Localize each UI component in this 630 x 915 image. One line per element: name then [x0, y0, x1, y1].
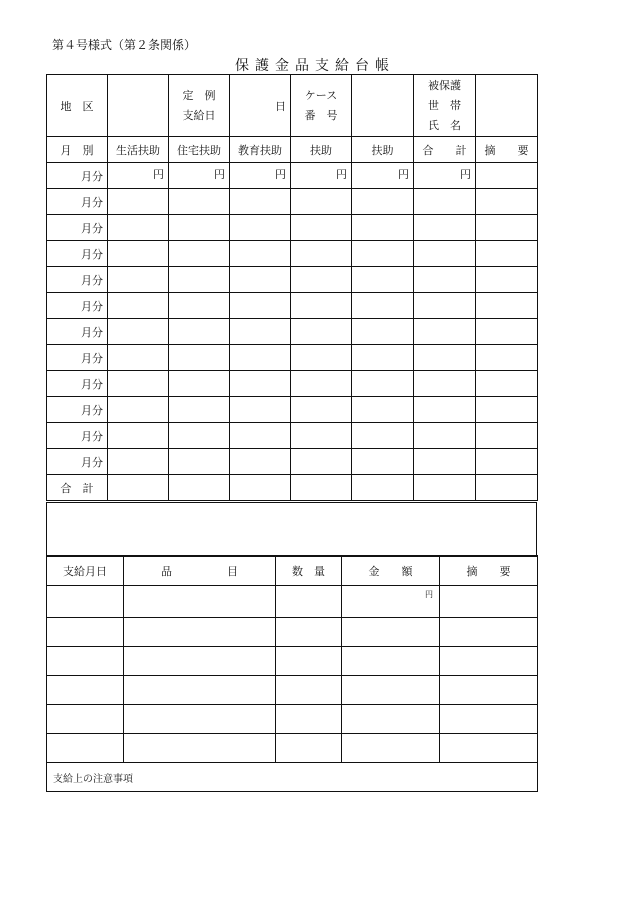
amount-cell[interactable]	[291, 397, 352, 423]
item-cell[interactable]	[124, 618, 276, 647]
month-row	[47, 293, 538, 319]
amount-cell[interactable]	[291, 423, 352, 449]
amount-cell[interactable]	[230, 449, 291, 475]
month-label[interactable]: 月分	[47, 163, 108, 189]
total-cell[interactable]	[352, 475, 414, 501]
amount-cell[interactable]	[230, 267, 291, 293]
total-label: 合 計	[47, 475, 108, 501]
amount-cell[interactable]	[108, 345, 169, 371]
area-label: 地 区	[47, 75, 108, 137]
month-label[interactable]: 月分	[47, 371, 108, 397]
remarks-cell[interactable]	[476, 397, 538, 423]
month-row	[47, 397, 538, 423]
total-cell[interactable]	[169, 475, 230, 501]
item-cell[interactable]	[124, 734, 276, 763]
item-cell[interactable]	[440, 734, 538, 763]
fixed-payday-label	[169, 75, 230, 137]
yen-unit: 円	[153, 168, 164, 181]
amount-cell[interactable]	[169, 241, 230, 267]
remarks-cell[interactable]	[476, 293, 538, 319]
total-cell[interactable]	[108, 475, 169, 501]
total-cell[interactable]	[291, 475, 352, 501]
amount-cell[interactable]	[291, 189, 352, 215]
item-row	[47, 586, 538, 618]
amount-cell[interactable]	[230, 345, 291, 371]
item-cell[interactable]	[440, 618, 538, 647]
amount-cell[interactable]	[414, 397, 476, 423]
amount-cell[interactable]	[414, 371, 476, 397]
amount-cell[interactable]	[169, 397, 230, 423]
item-row	[47, 705, 538, 734]
item-row	[47, 647, 538, 676]
item-cell[interactable]	[342, 647, 440, 676]
amount-cell[interactable]	[108, 241, 169, 267]
case-number-label	[291, 75, 352, 137]
column-header-row	[47, 137, 538, 163]
item-cell[interactable]	[276, 676, 342, 705]
items-column-header-0: 支給月日	[47, 556, 124, 586]
month-row	[47, 241, 538, 267]
item-amount-cell[interactable]	[342, 586, 440, 618]
remarks-cell[interactable]	[476, 215, 538, 241]
remarks-cell[interactable]	[476, 163, 538, 189]
month-row	[47, 163, 538, 189]
household-line2: 世 帯	[428, 98, 461, 112]
amount-cell[interactable]	[352, 293, 414, 319]
column-header-5: 扶助	[352, 137, 414, 163]
amount-cell[interactable]	[414, 267, 476, 293]
item-cell[interactable]	[342, 676, 440, 705]
amount-cell[interactable]	[108, 371, 169, 397]
amount-cell[interactable]	[169, 345, 230, 371]
amount-cell[interactable]	[414, 215, 476, 241]
amount-cell[interactable]	[352, 267, 414, 293]
case-number-field[interactable]	[352, 75, 414, 137]
amount-cell[interactable]	[169, 215, 230, 241]
amount-cell[interactable]	[230, 293, 291, 319]
amount-cell[interactable]	[291, 449, 352, 475]
monthly-ledger-table	[46, 74, 538, 501]
amount-cell[interactable]	[352, 215, 414, 241]
item-cell[interactable]	[276, 647, 342, 676]
remarks-cell[interactable]	[476, 241, 538, 267]
month-label[interactable]: 月分	[47, 241, 108, 267]
item-cell[interactable]	[342, 734, 440, 763]
amount-cell[interactable]	[291, 267, 352, 293]
amount-cell[interactable]	[352, 371, 414, 397]
amount-cell[interactable]	[169, 189, 230, 215]
item-cell[interactable]	[342, 618, 440, 647]
amount-cell[interactable]	[414, 319, 476, 345]
amount-cell[interactable]	[414, 241, 476, 267]
month-row	[47, 423, 538, 449]
yen-unit: 円	[398, 168, 409, 181]
column-header-1: 生活扶助	[108, 137, 169, 163]
column-header-7: 摘 要	[476, 137, 538, 163]
case-line1: ケース	[304, 88, 338, 102]
amount-cell[interactable]	[230, 215, 291, 241]
document-title: 保護金品支給台帳	[235, 58, 395, 74]
amount-cell[interactable]	[108, 319, 169, 345]
payment-notes-label[interactable]: 支給上の注意事項	[47, 763, 538, 792]
item-cell[interactable]	[47, 705, 124, 734]
item-cell[interactable]	[124, 676, 276, 705]
total-cell[interactable]	[230, 475, 291, 501]
month-row	[47, 345, 538, 371]
remarks-cell[interactable]	[476, 189, 538, 215]
remarks-cell[interactable]	[476, 345, 538, 371]
amount-cell[interactable]	[169, 319, 230, 345]
item-row	[47, 676, 538, 705]
item-cell[interactable]	[47, 676, 124, 705]
month-label[interactable]: 月分	[47, 189, 108, 215]
amount-cell[interactable]	[352, 449, 414, 475]
amount-cell[interactable]	[169, 423, 230, 449]
amount-cell[interactable]	[414, 345, 476, 371]
month-label[interactable]: 月分	[47, 215, 108, 241]
column-header-4: 扶助	[291, 137, 352, 163]
item-cell[interactable]	[276, 618, 342, 647]
amount-cell[interactable]	[108, 397, 169, 423]
items-table	[46, 555, 538, 792]
amount-cell[interactable]	[291, 319, 352, 345]
yen-unit: 円	[336, 168, 347, 181]
remarks-cell[interactable]	[476, 371, 538, 397]
amount-cell[interactable]	[352, 241, 414, 267]
remarks-field[interactable]	[47, 503, 537, 557]
amount-cell[interactable]	[108, 449, 169, 475]
note-row	[47, 763, 538, 792]
amount-cell[interactable]	[108, 215, 169, 241]
item-cell[interactable]	[440, 586, 538, 618]
amount-cell[interactable]	[414, 189, 476, 215]
amount-cell[interactable]	[291, 163, 352, 189]
amount-cell[interactable]	[108, 293, 169, 319]
item-cell[interactable]	[124, 586, 276, 618]
item-cell[interactable]	[440, 676, 538, 705]
amount-cell[interactable]	[291, 241, 352, 267]
amount-cell[interactable]	[108, 423, 169, 449]
item-cell[interactable]	[47, 734, 124, 763]
amount-cell[interactable]	[352, 319, 414, 345]
amount-cell[interactable]	[352, 163, 414, 189]
day-unit: 日	[275, 99, 286, 113]
amount-cell[interactable]	[291, 345, 352, 371]
total-row	[47, 475, 538, 501]
area-field[interactable]	[108, 75, 169, 137]
column-header-6: 合 計	[414, 137, 476, 163]
amount-cell[interactable]	[230, 189, 291, 215]
amount-cell[interactable]	[352, 397, 414, 423]
amount-cell[interactable]	[169, 449, 230, 475]
yen-unit: 円	[460, 168, 471, 181]
amount-cell[interactable]	[108, 267, 169, 293]
amount-cell[interactable]	[414, 423, 476, 449]
column-header-0: 月 別	[47, 137, 108, 163]
item-row	[47, 618, 538, 647]
amount-cell[interactable]	[291, 215, 352, 241]
yen-unit: 円	[214, 168, 225, 181]
amount-cell[interactable]	[291, 371, 352, 397]
amount-cell[interactable]	[414, 449, 476, 475]
remarks-cell[interactable]	[476, 423, 538, 449]
amount-cell[interactable]	[352, 345, 414, 371]
month-label[interactable]: 月分	[47, 267, 108, 293]
amount-cell[interactable]	[108, 163, 169, 189]
item-cell[interactable]	[440, 647, 538, 676]
household-name-field[interactable]	[476, 75, 538, 137]
amount-cell[interactable]	[291, 293, 352, 319]
remarks-area	[46, 502, 537, 557]
items-column-header-1: 品 目	[124, 556, 276, 586]
remarks-cell[interactable]	[476, 449, 538, 475]
remarks-cell[interactable]	[476, 267, 538, 293]
month-row	[47, 189, 538, 215]
item-cell[interactable]	[440, 705, 538, 734]
month-row	[47, 449, 538, 475]
items-rows	[47, 586, 538, 763]
item-cell[interactable]	[276, 705, 342, 734]
amount-cell[interactable]	[414, 293, 476, 319]
column-header-3: 教育扶助	[230, 137, 291, 163]
header-row	[47, 75, 538, 137]
fixed-payday-line1: 定 例	[182, 88, 216, 102]
household-line3: 氏 名	[428, 118, 461, 132]
total-cell[interactable]	[476, 475, 538, 501]
amount-cell[interactable]	[169, 267, 230, 293]
month-label[interactable]: 月分	[47, 293, 108, 319]
amount-cell[interactable]	[169, 163, 230, 189]
month-label[interactable]: 月分	[47, 397, 108, 423]
month-rows	[47, 163, 538, 475]
item-cell[interactable]	[124, 705, 276, 734]
month-row	[47, 371, 538, 397]
items-column-header-3: 金 額	[342, 556, 440, 586]
amount-cell[interactable]	[352, 189, 414, 215]
yen-unit: 円	[425, 590, 433, 599]
month-row	[47, 319, 538, 345]
amount-cell[interactable]	[230, 319, 291, 345]
item-cell[interactable]	[276, 734, 342, 763]
case-line2: 番 号	[304, 108, 338, 122]
item-cell[interactable]	[47, 618, 124, 647]
amount-cell[interactable]	[230, 241, 291, 267]
amount-cell[interactable]	[230, 423, 291, 449]
item-cell[interactable]	[124, 647, 276, 676]
amount-cell[interactable]	[169, 371, 230, 397]
item-cell[interactable]	[276, 586, 342, 618]
remarks-cell[interactable]	[476, 319, 538, 345]
amount-cell[interactable]	[352, 423, 414, 449]
amount-cell[interactable]	[230, 163, 291, 189]
month-row	[47, 215, 538, 241]
month-label[interactable]: 月分	[47, 319, 108, 345]
fixed-payday-line2: 支給日	[182, 108, 216, 122]
item-cell[interactable]	[47, 586, 124, 618]
item-cell[interactable]	[342, 705, 440, 734]
amount-cell[interactable]	[414, 163, 476, 189]
amount-cell[interactable]	[230, 371, 291, 397]
month-row	[47, 267, 538, 293]
household-line1: 被保護	[428, 78, 461, 92]
column-header-2: 住宅扶助	[169, 137, 230, 163]
items-column-header-4: 摘 要	[440, 556, 538, 586]
amount-cell[interactable]	[169, 293, 230, 319]
items-header-row	[47, 556, 538, 586]
items-column-header-2: 数 量	[276, 556, 342, 586]
amount-cell[interactable]	[108, 189, 169, 215]
item-row	[47, 734, 538, 763]
yen-unit: 円	[275, 168, 286, 181]
month-label[interactable]: 月分	[47, 449, 108, 475]
month-label[interactable]: 月分	[47, 423, 108, 449]
item-cell[interactable]	[47, 647, 124, 676]
month-label[interactable]: 月分	[47, 345, 108, 371]
total-cell[interactable]	[414, 475, 476, 501]
form-number-label: 第４号様式（第２条関係）	[52, 38, 197, 52]
fixed-payday-field[interactable]	[230, 75, 291, 137]
household-name-label	[414, 75, 476, 137]
amount-cell[interactable]	[230, 397, 291, 423]
